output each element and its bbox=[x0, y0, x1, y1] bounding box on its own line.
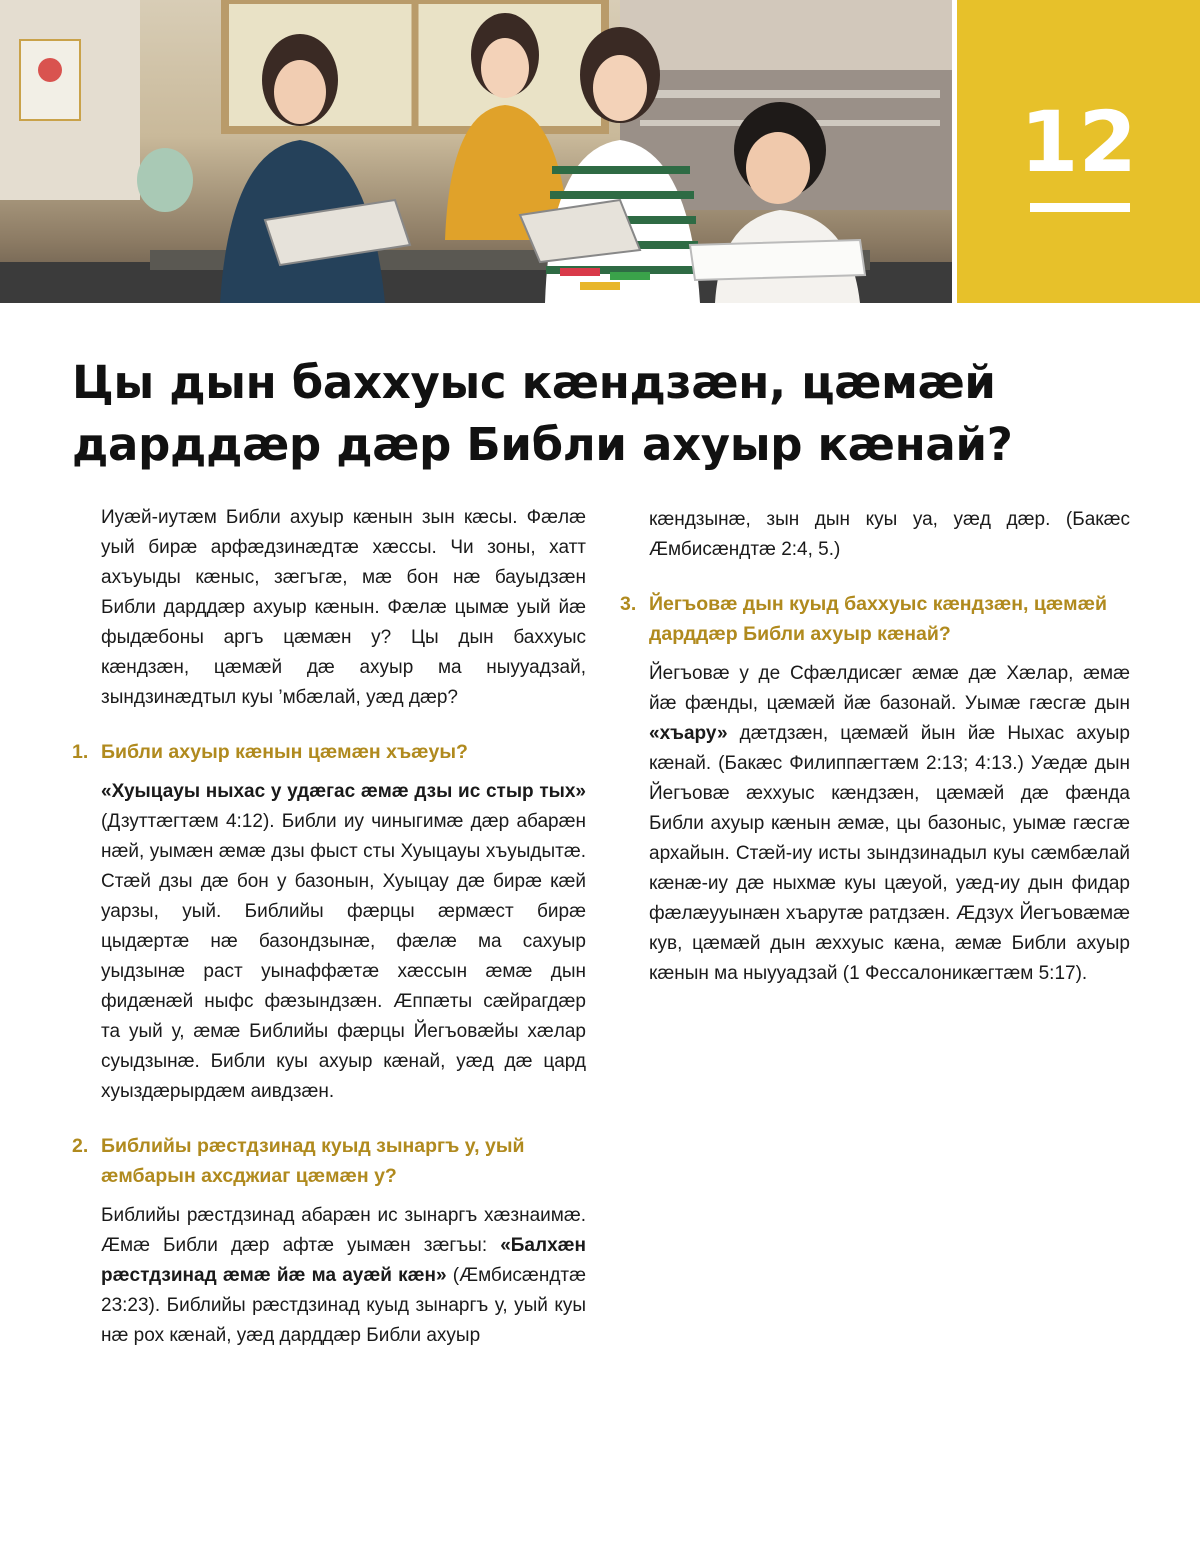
question-2 bbox=[72, 1131, 586, 1191]
intro-paragraph: Иуæй-иутæм Библи ахуыр кæнын зын кæсы. Фæлæ уый бирæ арфæдзинæдтæ хæссы. Чи зоны, хатт ахъуыды кæныс, зæгъгæ, мæ бон нæ бауыдзæн Библи дарддæр ахуыр кæнын. Фæлæ цымæ уый йæ фыдæбоны аргъ цæмæн у? Цы дын баххуыс кæндзæн, цæмæй дæ ахуыр ма ныууадзай, зындзинæдтыл куы ’мбæлай, уæд дæр? bbox=[101, 507, 586, 708]
scripture-quote: «Балхæн рæстдзинад æмæ йæ ма ауæй кæн» bbox=[101, 1235, 586, 1286]
answer-lead: Йегъовæ у де Сфæлдисæг æмæ дæ Хæлар, æмæ йæ фæнды, цæмæй йæ базонай. Уымæ гæсгæ дын bbox=[649, 663, 1130, 714]
question-text: Библи ахуыр кæнын цæмæн хъæуы? bbox=[101, 741, 468, 763]
left-column bbox=[72, 503, 586, 1351]
question-3 bbox=[620, 589, 1130, 649]
question-text: Йегъовæ дын куыд баххуыс кæндзæн, цæмæй дарддæр Библи ахуыр кæнай? bbox=[649, 593, 1107, 645]
question-number: 3. bbox=[620, 593, 637, 615]
lesson-number-box bbox=[957, 0, 1200, 303]
answer-text: (Дзуттæгтæм 4:12). Библи иу чиныгимæ дæр абарæн нæй, уымæн æмæ дзы фыст сты Хуыцауы хъуыдытæ. Стæй дзы дæ бон у базонын, Хуыцау дæ бирæ кæй уарзы, уый. Библийы фæрцы æрмæст бирæ цыдæртæ нæ базондзынæ, фæлæ ма сахуыр уыдзынæ раст уынаффæтæ хæссын æмæ дын фидæнæй ныфс фæзындзæн. Æппæты сæйрагдæр та уый у, æмæ Библийы фæрцы Йегъовæйы хæлар суыдзынæ. Библи куы ахуыр кæнай, уæд дæ цард хуыздæрырдæм аивдзæн. bbox=[101, 811, 586, 1102]
answer-3 bbox=[620, 659, 1130, 989]
lesson-number-underline bbox=[1030, 203, 1130, 212]
question-text: Библийы рæстдзинад куыд зынаргъ у, уый æмбарын ахсджиаг цæмæн у? bbox=[101, 1135, 525, 1187]
scripture-quote: «Хуыцауы ныхас у удæгас æмæ дзы ис стыр тых» bbox=[101, 781, 586, 802]
question-number: 1. bbox=[72, 741, 89, 763]
answer-2 bbox=[72, 1201, 586, 1351]
question-1 bbox=[72, 737, 586, 767]
scripture-quote: «хъару» bbox=[649, 723, 728, 744]
answer-text: дæтдзæн, цæмæй йын йæ Ныхас ахуыр кæнай. (Бакæс Филиппæгтæм 2:13; 4:13.) Уæдæ дын Йегъовæ æххуыс кæндзæн, цæмæй дæ фæнда Библи ахуыр кæнын æмæ, цы базоныс, уымæ гæсгæ архайын. Стæй-иу исты зындзинадыл куы сæмбæлай кæнæ-иу дæ ныхмæ куы цæуой, уæд-иу дын фидар фæлæууынæн хъарутæ ратдзæн. Æдзух Йегъовæмæ кув, цæмæй дын æххуыс кæна, æмæ Библи ахуыр кæнын ма ныууадзай (1 Фессалоникæгтæм 5:17). bbox=[649, 723, 1130, 984]
question-number: 2. bbox=[72, 1135, 89, 1157]
page-title: Цы дын баххуыс кæндзæн, цæмæй дарддæр дæр Библи ахуыр кæнай? bbox=[72, 356, 1013, 471]
lesson-number: 12 bbox=[1020, 93, 1137, 191]
right-column bbox=[620, 505, 1130, 989]
answer-lead: Библийы рæстдзинад абарæн ис зынаргъ хæзнаимæ. Æмæ Библи дæр афтæ уымæн зæгъы: bbox=[101, 1205, 586, 1256]
answer-2-continued: кæндзынæ, зын дын куы уа, уæд дæр. (Бакæс Æмбисæндтæ 2:4, 5.) bbox=[649, 509, 1130, 560]
answer-1 bbox=[72, 777, 586, 1107]
family-study-illustration bbox=[0, 0, 952, 303]
answer-text: (Æмбисæндтæ 23:23). Библийы рæстдзинад куыд зынаргъ у, уый куы нæ рох кæнай, уæд дарддæр Библи ахуыр bbox=[101, 1265, 586, 1346]
header-photo bbox=[0, 0, 952, 303]
